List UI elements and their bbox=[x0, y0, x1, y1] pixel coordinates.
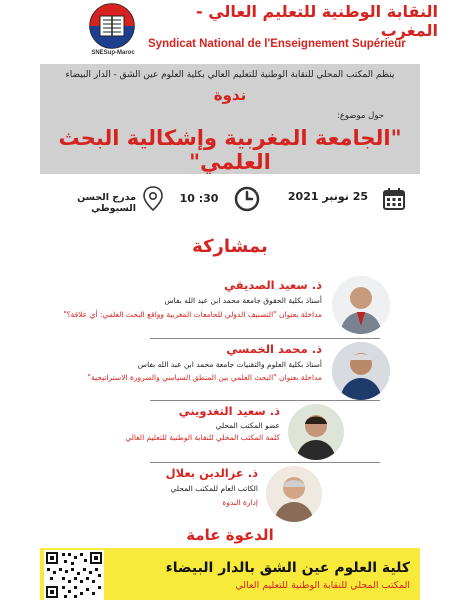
speaker-card bbox=[40, 464, 420, 524]
qr-code[interactable] bbox=[44, 550, 104, 600]
speaker-card bbox=[40, 340, 420, 402]
speaker-talk: كلمة المكتب المحلي للنقابة الوطنية للتعليم العالي bbox=[125, 433, 280, 442]
speaker-photo bbox=[332, 342, 390, 400]
union-logo bbox=[86, 2, 138, 54]
organizer-line: ينظم المكتب المحلي للنقابة الوطنية للتعليم العالي بكلية العلوم عين الشق - الدار البيضاء bbox=[65, 70, 395, 80]
speaker-talk: مداخلة بعنوان "التصنيف الدولي للجامعات المغربية وواقع البحث العلمي: أي علاقة؟" bbox=[63, 310, 322, 319]
speaker-name: ذ. محمد الخمسي bbox=[226, 342, 322, 356]
event-type: ندوة bbox=[213, 86, 247, 104]
event-venue: مدرج الحسن السيوطي bbox=[77, 192, 136, 214]
speaker-affiliation: أستاذ بكلية الحقوق جامعة محمد ابن عبد الله بفاس bbox=[164, 296, 322, 305]
faculty-name: كلية العلوم عين الشق بالدار البيضاء bbox=[165, 560, 410, 576]
speaker-photo bbox=[332, 276, 390, 334]
speaker-card bbox=[40, 272, 420, 340]
local-bureau: المكتب المحلي للنقابة الوطنية للتعليم العالي bbox=[235, 580, 410, 591]
clock-icon bbox=[234, 186, 260, 212]
location-pin-icon bbox=[142, 186, 164, 212]
speaker-photo bbox=[288, 404, 344, 460]
event-title: "الجامعة المغربية وإشكالية البحث العلمي" bbox=[58, 126, 402, 174]
union-name-arabic: النقابة الوطنية للتعليم العالي - المغرب bbox=[196, 2, 438, 40]
speaker-name: ذ. سعيد الصديقي bbox=[224, 278, 322, 292]
logo-caption: SNESup-Maroc bbox=[91, 50, 135, 56]
divider bbox=[150, 400, 380, 401]
invitation-heading: الدعوة عامة bbox=[186, 526, 274, 544]
divider bbox=[150, 462, 380, 463]
divider bbox=[150, 338, 380, 339]
topic-label: حول موضوع: bbox=[336, 111, 384, 121]
speaker-card bbox=[40, 402, 420, 462]
speaker-role: الكاتب العام للمكتب المحلي bbox=[170, 484, 258, 493]
speaker-photo bbox=[266, 466, 322, 522]
speaker-name: ذ. عزالدين بعلال bbox=[165, 466, 258, 480]
speaker-role: عضو المكتب المحلي bbox=[215, 421, 280, 430]
speaker-affiliation: أستاذ بكلية العلوم والتقنيات جامعة محمد ابن عبد الله بفاس bbox=[137, 360, 322, 369]
event-date: 25 نونبر 2021 bbox=[287, 190, 368, 203]
speaker-talk: مداخلة بعنوان "البحث العلمي بين المنطق السياسي والضرورة الاستراتيجية" bbox=[87, 373, 322, 382]
participation-heading: بمشاركة bbox=[192, 236, 268, 257]
event-time: 10 :30 bbox=[179, 192, 219, 205]
calendar-icon bbox=[382, 187, 406, 211]
speaker-name: ذ. سعيد التغدويني bbox=[178, 404, 280, 418]
speaker-task: إدارة الندوة bbox=[222, 498, 258, 507]
union-name-french: Syndicat National de l'Enseignement Supérieur bbox=[148, 38, 406, 50]
